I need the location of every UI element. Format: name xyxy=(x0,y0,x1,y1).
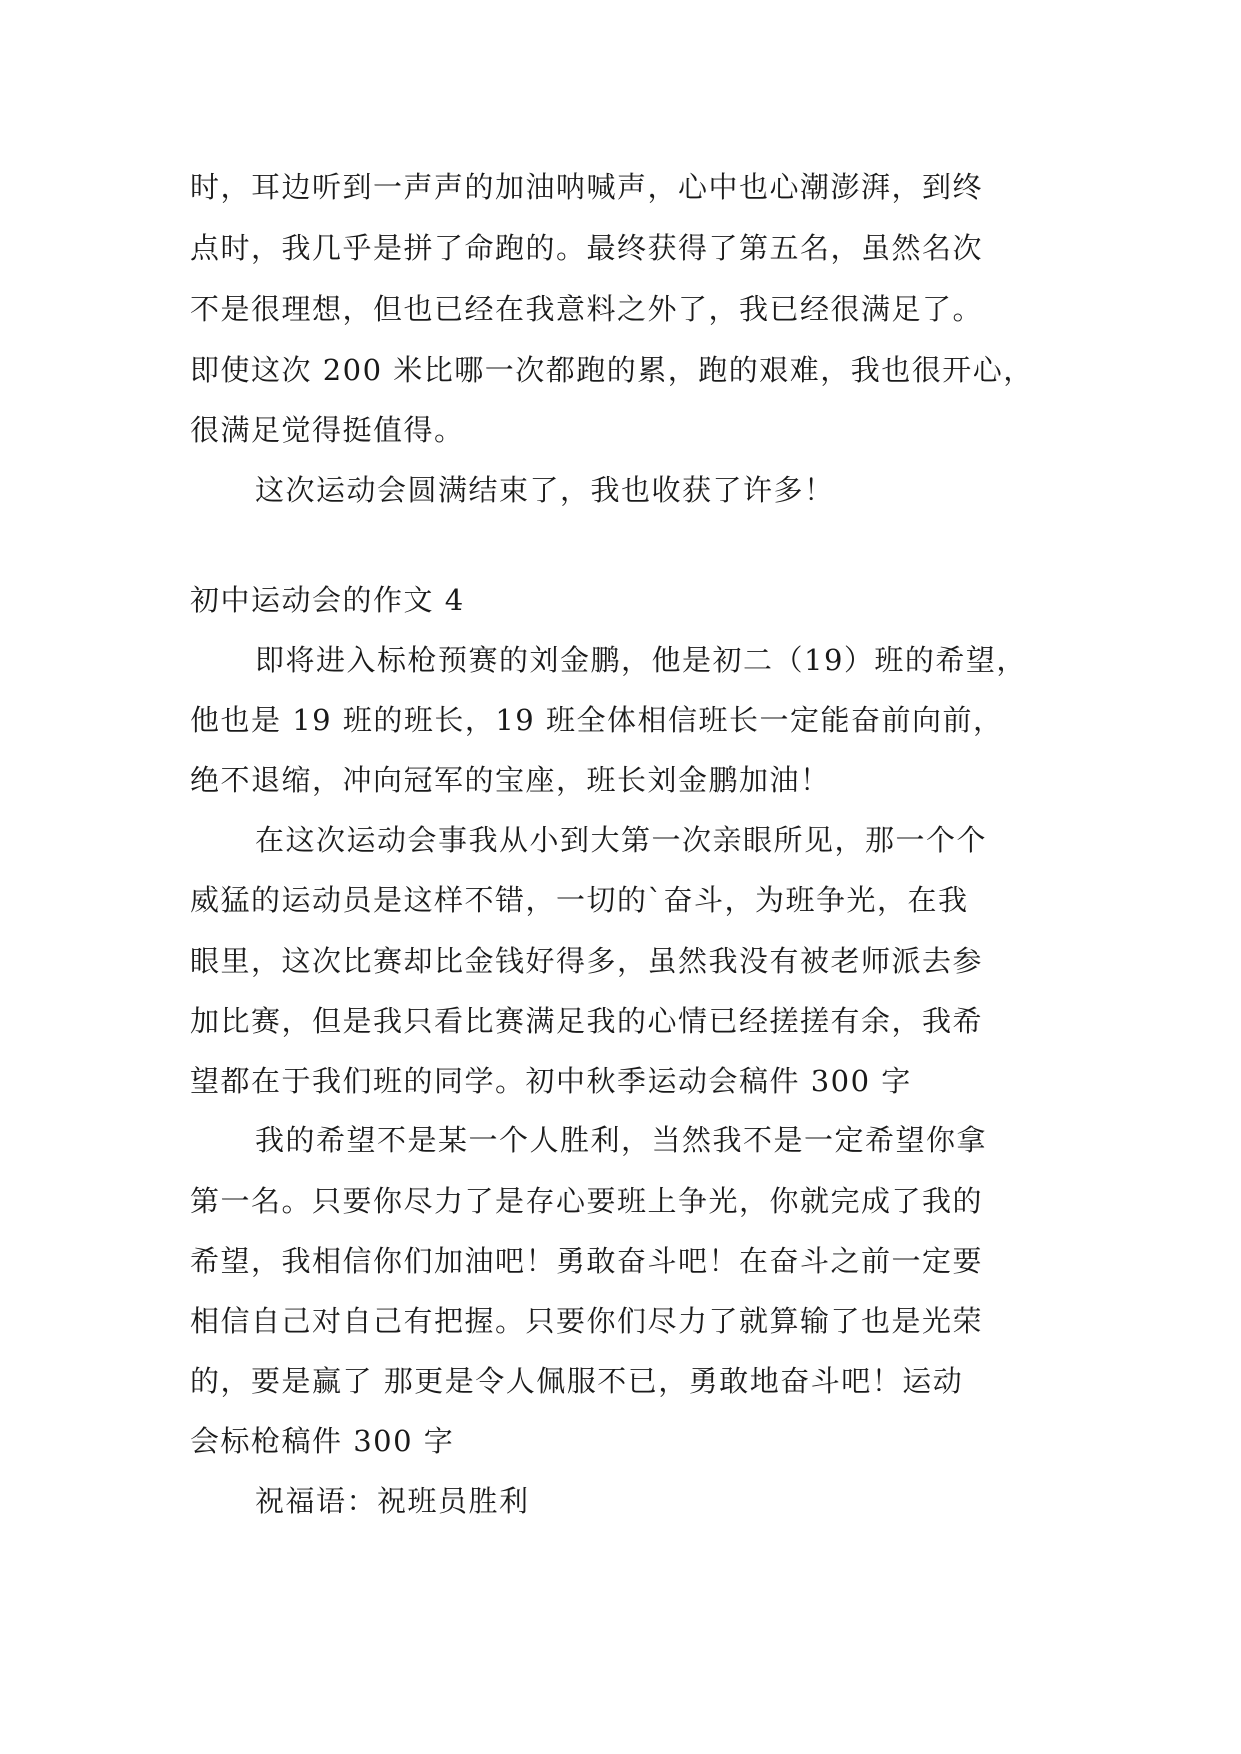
paragraph-line: 时，耳边听到一声声的加油呐喊声，心中也心潮澎湃，到终 xyxy=(190,170,984,204)
section-title: 初中运动会的作文 4 xyxy=(190,583,465,617)
paragraph-line: 这次运动会圆满结束了，我也收获了许多！ xyxy=(255,473,835,507)
paragraph-line: 在这次运动会事我从小到大第一次亲眼所见，那一个个 xyxy=(255,823,988,857)
paragraph-line: 望都在于我们班的同学。初中秋季运动会稿件 300 字 xyxy=(190,1064,912,1098)
paragraph-line: 第一名。只要你尽力了是存心要班上争光，你就完成了我的 xyxy=(190,1184,984,1218)
paragraph-line: 祝福语：祝班员胜利 xyxy=(255,1484,530,1518)
paragraph-line: 很满足觉得挺值得。 xyxy=(190,413,465,447)
paragraph-line: 相信自己对自己有把握。只要你们尽力了就算输了也是光荣 xyxy=(190,1304,984,1338)
paragraph-line: 绝不退缩，冲向冠军的宝座，班长刘金鹏加油！ xyxy=(190,763,831,797)
paragraph-line: 不是很理想，但也已经在我意料之外了，我已经很满足了。 xyxy=(190,292,984,326)
paragraph-line: 眼里，这次比赛却比金钱好得多，虽然我没有被老师派去参 xyxy=(190,944,984,978)
paragraph-line: 会标枪稿件 300 字 xyxy=(190,1424,455,1458)
paragraph-line: 他也是 19 班的班长，19 班全体相信班长一定能奋前向前， xyxy=(190,703,1004,737)
paragraph-line: 希望，我相信你们加油吧！勇敢奋斗吧！在奋斗之前一定要 xyxy=(190,1244,984,1278)
paragraph-line: 我的希望不是某一个人胜利，当然我不是一定希望你拿 xyxy=(255,1123,988,1157)
paragraph-line: 点时，我几乎是拼了命跑的。最终获得了第五名，虽然名次 xyxy=(190,231,984,265)
paragraph-line: 加比赛，但是我只看比赛满足我的心情已经搓搓有余，我希 xyxy=(190,1004,984,1038)
paragraph-line: 即使这次 200 米比哪一次都跑的累，跑的艰难，我也很开心， xyxy=(190,353,1034,387)
paragraph-line: 即将进入标枪预赛的刘金鹏，他是初二（19）班的希望， xyxy=(255,643,1027,677)
paragraph-line: 的，要是赢了 那更是令人佩服不已，勇敢地奋斗吧！运动 xyxy=(190,1364,964,1398)
paragraph-line: 威猛的运动员是这样不错，一切的`奋斗，为班争光，在我 xyxy=(190,883,969,917)
